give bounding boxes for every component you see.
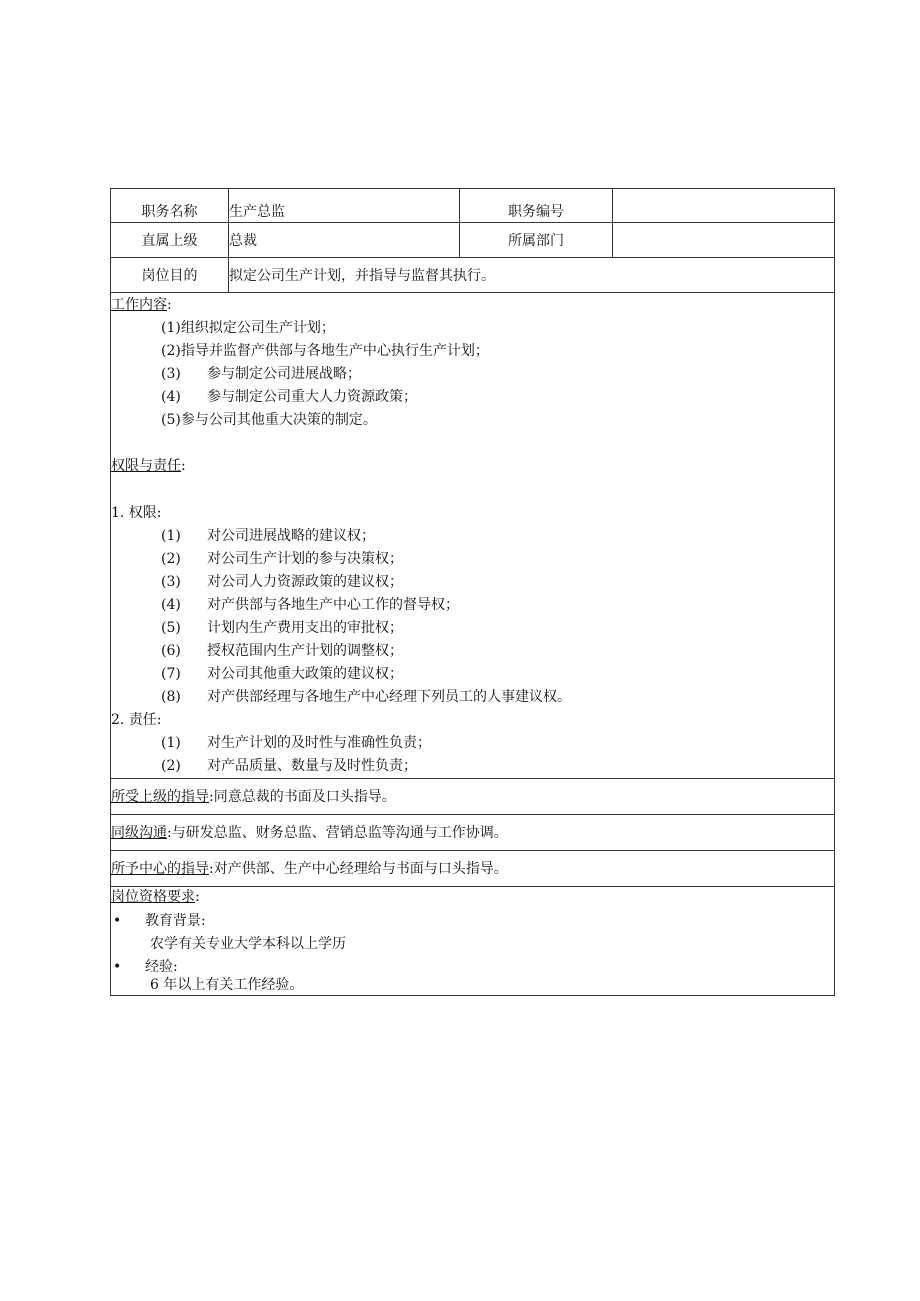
- edu-bullet: •: [113, 913, 122, 929]
- work-item-3-num: (3): [161, 366, 181, 382]
- value-purpose: [229, 258, 829, 292]
- job-code-label: 职务编号: [508, 203, 564, 220]
- guidance-line: [111, 787, 396, 807]
- guidance-title: 所受上级的指导: [111, 789, 209, 805]
- work-item-3-text: 参与制定公司进展战略；: [207, 366, 361, 382]
- right-item: [161, 549, 403, 569]
- work-item-5: (5)参与公司其他重大决策的制定。: [161, 412, 377, 428]
- duty-item-num: (1): [161, 735, 181, 751]
- work-item-1: (1)组织拟定公司生产计划；: [161, 320, 335, 336]
- right-item-text: 对产供部经理与各地生产中心经理下列员工的人事建议权。: [207, 689, 571, 705]
- duty-item-text: 对产品质量、数量与及时性负责；: [207, 758, 417, 774]
- value-department: [613, 223, 834, 257]
- section-work-authority: [111, 293, 834, 779]
- authority-title-colon: :: [181, 458, 186, 474]
- right-item-text: 对公司进展战略的建议权；: [207, 528, 375, 544]
- right-item-num: (6): [161, 643, 181, 659]
- section-center: [111, 851, 834, 887]
- right-item-text: 对公司生产计划的参与决策权；: [207, 551, 403, 567]
- exp-value: 6 年以上有关工作经验。: [150, 977, 304, 993]
- peer-line: [111, 823, 508, 843]
- duty-heading: 2. 责任:: [111, 712, 162, 728]
- label-supervisor: [111, 223, 228, 257]
- label-purpose: [111, 258, 228, 292]
- edu-label: 教育背景:: [145, 913, 206, 929]
- department-label: 所属部门: [508, 233, 564, 249]
- peer-text: :与研发总监、财务总监、营销总监等沟通与工作协调。: [167, 825, 508, 841]
- work-item-4-text: 参与制定公司重大人力资源政策；: [207, 389, 417, 405]
- right-item-num: (3): [161, 574, 181, 590]
- right-item-num: (5): [161, 620, 181, 636]
- qualification-title-colon: :: [195, 889, 200, 905]
- peer-title: 同级沟通: [111, 825, 167, 841]
- label-job-code: [460, 189, 612, 222]
- edu-value: 农学有关专业大学本科以上学历: [150, 936, 346, 952]
- qualification-title: [111, 887, 200, 907]
- row-supervisor: [111, 223, 834, 258]
- right-item-num: (2): [161, 551, 181, 567]
- work-item-4: [161, 387, 417, 407]
- job-title-value: 生产总监: [229, 203, 285, 220]
- right-item: [161, 687, 571, 707]
- right-item: [161, 664, 403, 684]
- value-supervisor: [229, 223, 459, 257]
- qualification-title-text: 岗位资格要求: [111, 889, 195, 905]
- center-text: :对产供部、生产中心经理给与书面与口头指导。: [209, 861, 508, 877]
- duty-item-text: 对生产计划的及时性与准确性负责；: [207, 735, 431, 751]
- purpose-label: 岗位目的: [141, 268, 198, 284]
- work-title: [111, 295, 172, 315]
- row-purpose: [111, 258, 834, 293]
- right-item: [161, 526, 375, 546]
- row-job-title: [111, 189, 834, 223]
- section-guidance: [111, 779, 834, 815]
- value-job-title: [229, 189, 459, 222]
- duty-item-num: (2): [161, 758, 181, 774]
- work-item-3: [161, 364, 361, 384]
- right-item: [161, 595, 459, 615]
- center-line: [111, 859, 508, 879]
- value-job-code: [613, 189, 834, 222]
- rights-heading: 1. 权限:: [111, 505, 162, 521]
- center-title: 所予中心的指导: [111, 861, 209, 877]
- section-qualification: [111, 887, 834, 995]
- right-item: [161, 572, 403, 592]
- right-item-text: 对公司人力资源政策的建议权；: [207, 574, 403, 590]
- right-item-text: 对公司其他重大政策的建议权；: [207, 666, 403, 682]
- right-item-num: (7): [161, 666, 181, 682]
- work-item-4-num: (4): [161, 389, 181, 405]
- supervisor-label: 直属上级: [141, 233, 198, 249]
- right-item: [161, 618, 403, 638]
- authority-title-text: 权限与责任: [111, 458, 181, 474]
- exp-bullet: •: [113, 959, 122, 975]
- exp-label: 经验:: [145, 959, 178, 975]
- section-peer: [111, 815, 834, 851]
- job-title-label: 职务名称: [141, 203, 198, 220]
- supervisor-value: 总裁: [229, 233, 257, 249]
- label-job-title: [111, 189, 228, 222]
- right-item-text: 计划内生产费用支出的审批权；: [207, 620, 403, 636]
- job-description-table: [110, 188, 835, 996]
- right-item-num: (1): [161, 528, 181, 544]
- work-item-2: (2)指导并监督产供部与各地生产中心执行生产计划；: [161, 343, 489, 359]
- right-item: [161, 641, 403, 661]
- label-department: [460, 223, 612, 257]
- authority-title: [111, 456, 186, 476]
- right-item-text: 授权范围内生产计划的调整权；: [207, 643, 403, 659]
- right-item-num: (8): [161, 689, 181, 705]
- right-item-text: 对产供部与各地生产中心工作的督导权；: [207, 597, 459, 613]
- work-title-text: 工作内容: [111, 297, 167, 313]
- duty-item: [161, 733, 431, 753]
- right-item-num: (4): [161, 597, 181, 613]
- purpose-value: 拟定公司生产计划，并指导与监督其执行。: [229, 268, 495, 284]
- guidance-text: :同意总裁的书面及口头指导。: [209, 789, 396, 805]
- work-title-colon: :: [167, 297, 172, 313]
- duty-item: [161, 756, 417, 776]
